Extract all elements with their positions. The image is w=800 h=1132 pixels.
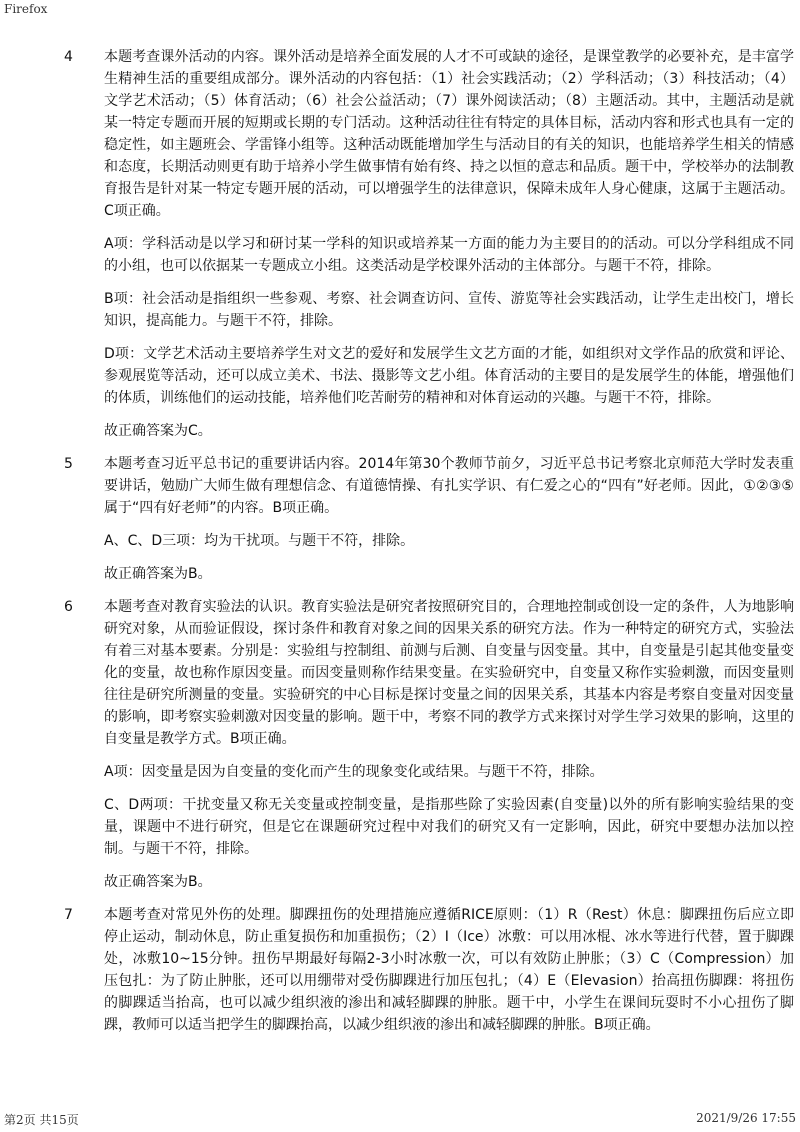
item-body bbox=[104, 453, 794, 596]
explanation-paragraph: 本题考查习近平总书记的重要讲话内容。2014年第30个教师节前夕，习近平总书记考察北京师范大学时发表重要讲话，勉励广大师生做有理想信念、有道德情操、有扎实学识、有仁爱之心的“四有”好老师。因此，①②③⑤属于“四有好老师”的内容。B项正确。 bbox=[104, 456, 794, 516]
item-body bbox=[104, 46, 794, 453]
option-cd-analysis: C、D两项：干扰变量又称无关变量或控制变量，是指那些除了实验因素(自变量)以外的所有影响实验结果的变量，课题中不进行研究，但是它在课题研究过程中对我们的研究又有一定影响，因此，研究中要想办法加以控制。与题干不符，排除。 bbox=[104, 797, 794, 857]
answer-item-6 bbox=[64, 596, 794, 904]
item-number: 6 bbox=[64, 599, 73, 615]
answer-item-5 bbox=[64, 453, 794, 596]
item-number: 7 bbox=[64, 907, 73, 923]
explanation-paragraph: 本题考查课外活动的内容。课外活动是培养全面发展的人才不可或缺的途径，是课堂教学的必要补充，是丰富学生精神生活的重要组成部分。课外活动的内容包括：（1）社会实践活动；（2）学科活动；（3）科技活动；（4）文学艺术活动；（5）体育活动；（6）社会公益活动；（7）课外阅读活动；（8）主题活动。其中，主题活动是就某一特定专题而开展的短期或长期的专门活动。这种活动往往有特定的具体目标，活动内容和形式也具有一定的稳定性，如主题班会、学雷锋小组等。这种活动既能增加学生与活动目的有关的知识，也能培养学生相关的情感和态度，长期活动则更有助于培养小学生做事情有始有终、持之以恒的意志和品质。题干中，学校举办的法制教育报告是针对某一特定专题开展的活动，可以增强学生的法律意识，保障未成年人身心健康，这属于主题活动。C项正确。 bbox=[104, 49, 794, 219]
option-acd-analysis: A、C、D三项：均为干扰项。与题干不符，排除。 bbox=[104, 533, 415, 549]
option-a-analysis: A项：学科活动是以学习和研讨某一学科的知识或培养某一方面的能力为主要目的的活动。可以分学科组成不同的小组，也可以依据某一专题成立小组。这类活动是学校课外活动的主体部分。与题干不符，排除。 bbox=[104, 236, 794, 274]
item-body bbox=[104, 596, 794, 904]
page-indicator: 第2页 共15页 bbox=[4, 1113, 79, 1127]
print-timestamp: 2021/9/26 17:55 bbox=[696, 1111, 796, 1125]
answer-item-4 bbox=[64, 46, 794, 453]
item-number: 4 bbox=[64, 49, 73, 65]
answer-conclusion: 故正确答案为B。 bbox=[104, 566, 212, 582]
option-b-analysis: B项：社会活动是指组织一些参观、考察、社会调查访问、宣传、游览等社会实践活动，让学生走出校门，增长知识，提高能力。与题干不符，排除。 bbox=[104, 291, 794, 329]
document-content bbox=[64, 46, 794, 1047]
browser-title: Firefox bbox=[4, 2, 48, 16]
option-a-analysis: A项：因变量是因为自变量的变化而产生的现象变化或结果。与题干不符，排除。 bbox=[104, 764, 604, 780]
answer-item-7 bbox=[64, 904, 794, 1047]
option-d-analysis: D项：文学艺术活动主要培养学生对文艺的爱好和发展学生文艺方面的才能，如组织对文学作品的欣赏和评论、参观展览等活动，还可以成立美术、书法、摄影等文艺小组。体育活动的主要目的是发展学生的体能，增强他们的体质，训练他们的运动技能，培养他们吃苦耐劳的精神和对体育运动的兴趣。与题干不符，排除。 bbox=[104, 346, 794, 406]
answer-conclusion: 故正确答案为C。 bbox=[104, 423, 212, 439]
item-body bbox=[104, 904, 794, 1047]
answer-conclusion: 故正确答案为B。 bbox=[104, 874, 212, 890]
explanation-paragraph: 本题考查对教育实验法的认识。教育实验法是研究者按照研究目的，合理地控制或创设一定的条件，人为地影响研究对象，从而验证假设，探讨条件和教育对象之间的因果关系的研究方法。作为一种特定的研究方式，实验法有着三对基本要素。分别是：实验组与控制组、前测与后测、自变量与因变量。其中，自变量是引起其他变量变化的变量，故也称作原因变量。而因变量则称作结果变量。在实验研究中，自变量又称作实验刺激，而因变量则往往是研究所测量的变量。实验研究的中心目标是探讨变量之间的因果关系，其基本内容是考察自变量对因变量的影响，即考察实验刺激对因变量的影响。题干中，考察不同的教学方式来探讨对学生学习效果的影响，这里的自变量是教学方式。B项正确。 bbox=[104, 599, 794, 747]
item-number: 5 bbox=[64, 456, 73, 472]
explanation-paragraph: 本题考查对常见外伤的处理。脚踝扭伤的处理措施应遵循RICE原则：（1）R（Rest）休息：脚踝扭伤后应立即停止运动，制动休息，防止重复损伤和加重损伤；（2）I（Ice）冰敷：可以用冰棍、冰水等进行代替，置于脚踝处，冰敷10~15分钟。扭伤早期最好每隔2-3小时冰敷一次，可以有效防止肿胀；（3）C（Compression）加压包扎：为了防止肿胀，还可以用绷带对受伤脚踝进行加压包扎；（4）E（Elevasion）抬高扭伤脚踝：将扭伤的脚踝适当抬高，也可以减少组织液的渗出和减轻脚踝的肿胀。题干中，小学生在课间玩耍时不小心扭伤了脚踝，教师可以适当把学生的脚踝抬高，以减少组织液的渗出和减轻脚踝的肿胀。B项正确。 bbox=[104, 907, 794, 1033]
